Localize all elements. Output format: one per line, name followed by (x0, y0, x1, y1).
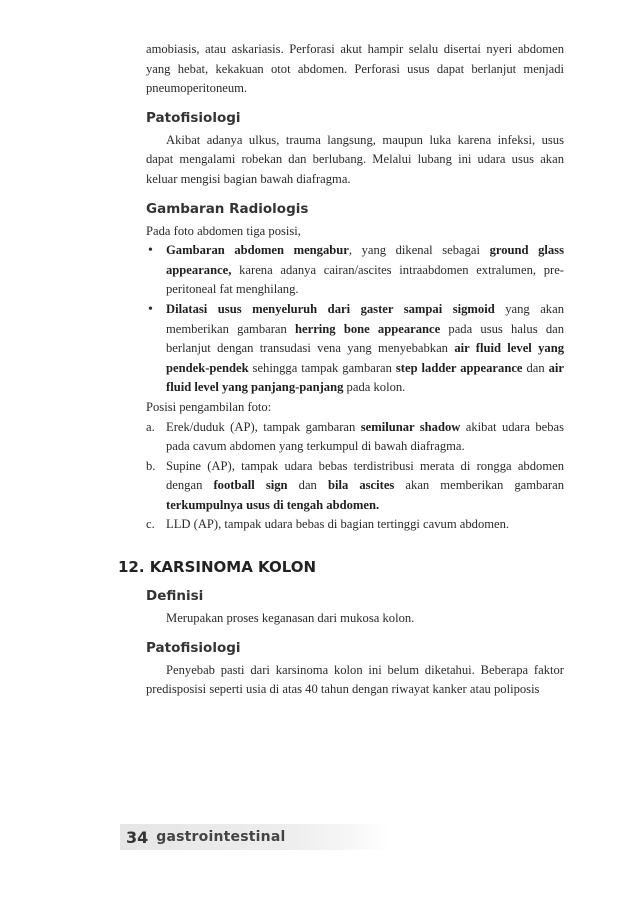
bold-term: Dilatasi usus menyeluruh dari gaster sampai sigmoid (166, 301, 495, 316)
chapter-title: 12. KARSINOMA KOLON (118, 558, 317, 577)
position-list (146, 418, 564, 536)
bold-term: football sign (213, 478, 288, 493)
page-number: 34 (126, 827, 149, 847)
bold-term: air fluid level yang pendek-pendek (166, 341, 564, 375)
text-run: dan (287, 478, 328, 493)
list-marker: a. (146, 419, 155, 434)
paragraph-intro: amobiasis, atau askariasis. Perforasi akut hampir selalu disertai nyeri abdomen yang hebat, kekakuan otot abdomen. Perforasi usus dapat berlanjut menjadi pneumoperitoneum. (146, 42, 564, 96)
text-run: yang akan memberikan gambaran (166, 301, 564, 336)
list-item (146, 418, 564, 457)
section-name: gastrointestinal (156, 829, 286, 845)
text-run: pada kolon. (343, 380, 406, 395)
text-run: akibat udara bebas pada cavum abdomen yang terkumpul di bawah diafragma. (166, 419, 564, 454)
list-item (146, 457, 564, 516)
list-item (146, 300, 564, 398)
text-run: pada usus halus dan berlanjut dengan transudasi vena yang menyebabkan (166, 321, 565, 356)
bold-term: air fluid level yang panjang-panjang (166, 360, 564, 395)
heading-patofisiologi: Patofisiologi (146, 109, 241, 126)
list-item (146, 515, 564, 535)
text-run: dan (522, 360, 549, 375)
page-footer (120, 824, 390, 850)
text-run: LLD (AP), tampak udara bebas di bagian tertinggi cavum abdomen. (166, 517, 510, 532)
list-marker: b. (146, 458, 156, 473)
bold-term: semilunar shadow (360, 419, 461, 434)
text-run: akan memberikan gambaran (394, 478, 564, 493)
heading-definisi: Definisi (146, 588, 204, 605)
text-run: sehingga tampak gambaran (248, 360, 396, 375)
paragraph-radiologis-intro: Pada foto abdomen tiga posisi, (146, 223, 301, 238)
page-content (118, 40, 565, 700)
bold-term: step ladder appearance (395, 360, 523, 375)
bold-term: terkumpulnya usus di tengah abdomen. (166, 497, 380, 512)
paragraph-patofisiologi-2: Penyebab pasti dari karsinoma kolon ini belum diketahui. Beberapa faktor predisposisi seperti usia di atas 40 tahun dengan riwayat kanker atau poliposis (146, 662, 564, 697)
text-run: Supine (AP), tampak udara bebas terdistribusi merata di rongga abdomen dengan (166, 458, 564, 493)
heading-gambaran-radiologis: Gambaran Radiologis (146, 200, 309, 217)
bold-term: bila ascites (327, 478, 395, 493)
text-run: Erek/duduk (AP), tampak gambaran (166, 419, 361, 434)
bold-term: herring bone appearance (295, 321, 441, 336)
text-run: karena adanya cairan/ascites intraabdomen extralumen, pre-peritoneal fat menghilang. (166, 262, 564, 297)
bold-term: Gambaran abdomen mengabur (166, 243, 349, 258)
list-item (146, 241, 564, 300)
paragraph-posisi-intro: Posisi pengambilan foto: (146, 399, 272, 414)
paragraph-patofisiologi: Akibat adanya ulkus, trauma langsung, maupun luka karena infeksi, usus dapat mengalami robekan dan berlubang. Melalui lubang ini udara usus akan keluar mengisi bagian bawah diafragma. (146, 132, 564, 186)
bullet-list (146, 241, 564, 398)
heading-patofisiologi-2: Patofisiologi (146, 639, 241, 656)
list-marker: c. (146, 517, 155, 532)
bold-term: ground glass appearance, (166, 243, 564, 277)
text-run: , yang dikenal sebagai (348, 243, 490, 258)
paragraph-definisi: Merupakan proses keganasan dari mukosa kolon. (166, 611, 415, 626)
